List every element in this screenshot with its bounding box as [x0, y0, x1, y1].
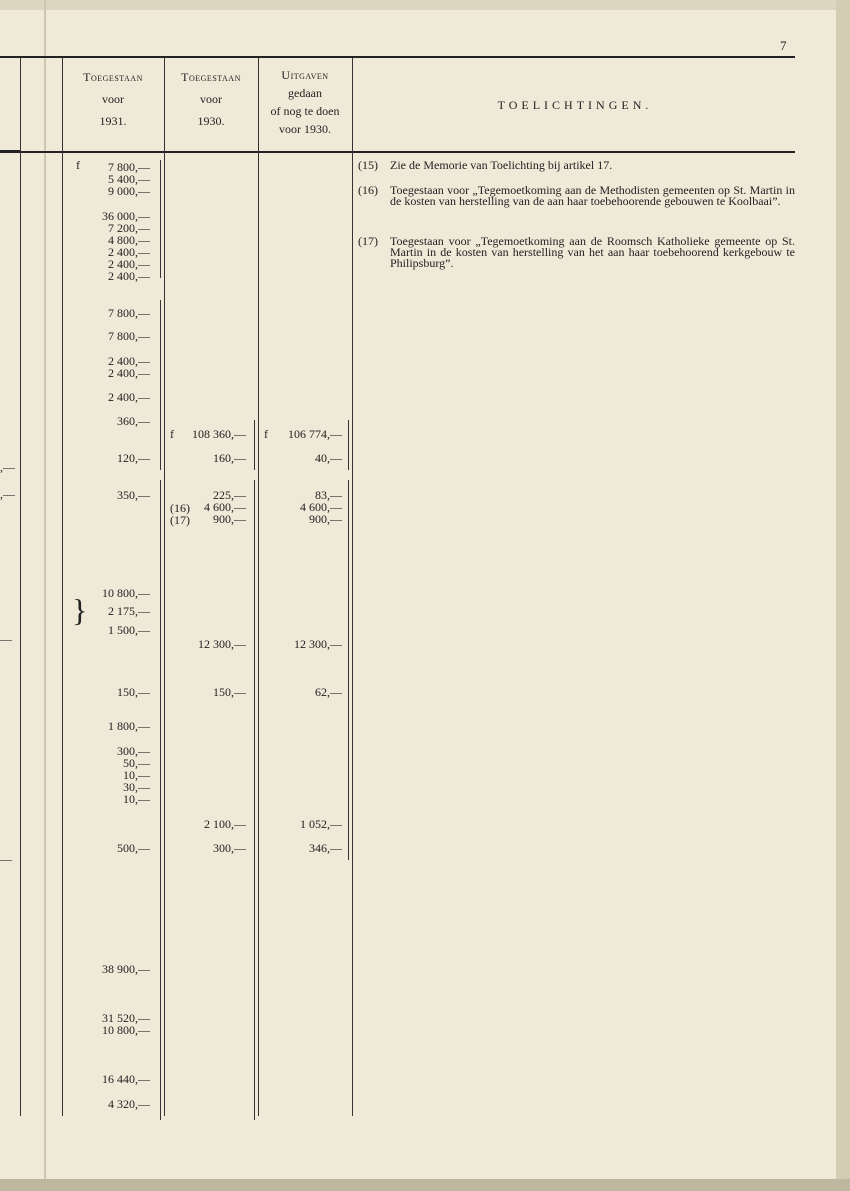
col1-value: 2 400,— [108, 354, 150, 368]
header-toelichtingen: TOELICHTINGEN. [497, 98, 653, 112]
rule-segment [348, 420, 349, 470]
left-margin-mark: ,— [0, 487, 15, 501]
col1-value: 120,— [117, 451, 150, 465]
col2-value: 2 100,— [204, 817, 246, 831]
col1-value: 350,— [117, 488, 150, 502]
col2-value: 225,— [213, 488, 246, 502]
paper-edge-bottom [0, 1179, 850, 1191]
col1-value: 150,— [117, 685, 150, 699]
currency-col2: f [170, 427, 174, 441]
col1-value: 2 400,— [108, 257, 150, 271]
col1-value: 10,— [123, 768, 150, 782]
column-rule-left-a [20, 58, 21, 1116]
left-margin-rule [0, 150, 20, 152]
col1-value: 31 520,— [102, 1011, 150, 1025]
col1-value: 4 320,— [108, 1097, 150, 1111]
col2-value: 900,— [213, 512, 246, 526]
header-col1-line2: voor [102, 92, 124, 106]
note-number: (16) [358, 183, 378, 197]
currency-col3: f [264, 427, 268, 441]
page-number: 7 [780, 38, 787, 53]
col2-ref: (16) [170, 501, 190, 515]
col1-value: 7 200,— [108, 221, 150, 235]
column-rule-2 [258, 58, 259, 1116]
col1-value: 1 800,— [108, 719, 150, 733]
col1-value: 10 800,— [102, 586, 150, 600]
col1-value: 36 000,— [102, 209, 150, 223]
col2-value: 108 360,— [192, 427, 246, 441]
header-col3-line1: Uitgaven [281, 68, 329, 82]
brace-bracket: } [72, 592, 88, 628]
col1-value: 2 400,— [108, 366, 150, 380]
rule-segment [160, 480, 161, 1120]
header-col3-line4: voor 1930. [279, 122, 331, 136]
col1-value: 7 800,— [108, 306, 150, 320]
rule-segment [160, 300, 161, 470]
col1-value: 10 800,— [102, 1023, 150, 1037]
header-col2-line2: voor [200, 92, 222, 106]
col1-value: 1 500,— [108, 623, 150, 637]
col1-value: 10,— [123, 792, 150, 806]
header-col3 [258, 66, 352, 138]
col1-value: 30,— [123, 780, 150, 794]
col2-value: 300,— [213, 841, 246, 855]
page-fold [44, 0, 46, 1191]
col1-value: 360,— [117, 414, 150, 428]
col3-value: 4 600,— [300, 500, 342, 514]
col1-value: 4 800,— [108, 233, 150, 247]
col3-value: 106 774,— [288, 427, 342, 441]
note-text: Toegestaan voor „Tegemoetkoming aan de Roomsch Katholieke gemeente op St. Martin in de kosten van herstelling van het aan haar toebehoorend kerkgebouw te Philipsburg”. [390, 234, 795, 270]
note-text: Toegestaan voor „Tegemoetkoming aan de Methodisten gemeenten op St. Martin in de kosten van herstelling van de aan haar toebehoorende gebouwen te Koolbaai”. [390, 183, 795, 208]
note-text: Zie de Memorie van Toelichting bij artikel 17. [390, 158, 613, 172]
left-margin-mark: ,— [0, 460, 15, 474]
col1-value: 5 400,— [108, 172, 150, 186]
header-col1-line1: Toegestaan [83, 70, 143, 84]
header-col2-line3: 1930. [197, 114, 225, 128]
header-col2 [164, 66, 258, 132]
paper-edge-top [0, 0, 850, 10]
col3-value: 12 300,— [294, 637, 342, 651]
col3-value: 62,— [315, 685, 342, 699]
col3-value: 1 052,— [300, 817, 342, 831]
column-rule-1 [164, 58, 165, 1116]
col1-value: 7 800,— [108, 329, 150, 343]
col3-value: 346,— [309, 841, 342, 855]
col1-value: 2 175,— [108, 604, 150, 618]
col2-ref: (17) [170, 513, 190, 527]
col2-value: 12 300,— [198, 637, 246, 651]
col1-value: 38 900,— [102, 962, 150, 976]
col1-value: 2 400,— [108, 245, 150, 259]
rule-segment [254, 420, 255, 470]
rule-segment [160, 160, 161, 278]
header-col2-line1: Toegestaan [181, 70, 241, 84]
currency-col1: f [76, 158, 80, 172]
header-bottom-rule [0, 151, 795, 153]
note-number: (15) [358, 158, 378, 172]
col1-value: 2 400,— [108, 390, 150, 404]
col2-value: 160,— [213, 451, 246, 465]
rule-segment [348, 480, 349, 860]
rule-segment [254, 480, 255, 1120]
col3-value: 40,— [315, 451, 342, 465]
col2-value: 150,— [213, 685, 246, 699]
col1-value: 500,— [117, 841, 150, 855]
column-rule-3 [352, 58, 353, 1116]
col1-value: 300,— [117, 744, 150, 758]
paper-edge-right [836, 0, 850, 1191]
header-col3-line3: of nog te doen [270, 104, 340, 118]
header-col3-line2: gedaan [288, 86, 322, 100]
col1-value: 50,— [123, 756, 150, 770]
note-number: (17) [358, 234, 378, 248]
left-margin-mark: — [0, 852, 12, 866]
col2-value: 4 600,— [204, 500, 246, 514]
col3-value: 83,— [315, 488, 342, 502]
header-col1 [62, 66, 164, 132]
left-margin-mark: — [0, 632, 12, 646]
col1-value: 2 400,— [108, 269, 150, 283]
header-top-rule [0, 56, 795, 58]
header-col1-line3: 1931. [99, 114, 127, 128]
col1-value: 9 000,— [108, 184, 150, 198]
col1-value: 7 800,— [108, 160, 150, 174]
col1-value: 16 440,— [102, 1072, 150, 1086]
col3-value: 900,— [309, 512, 342, 526]
